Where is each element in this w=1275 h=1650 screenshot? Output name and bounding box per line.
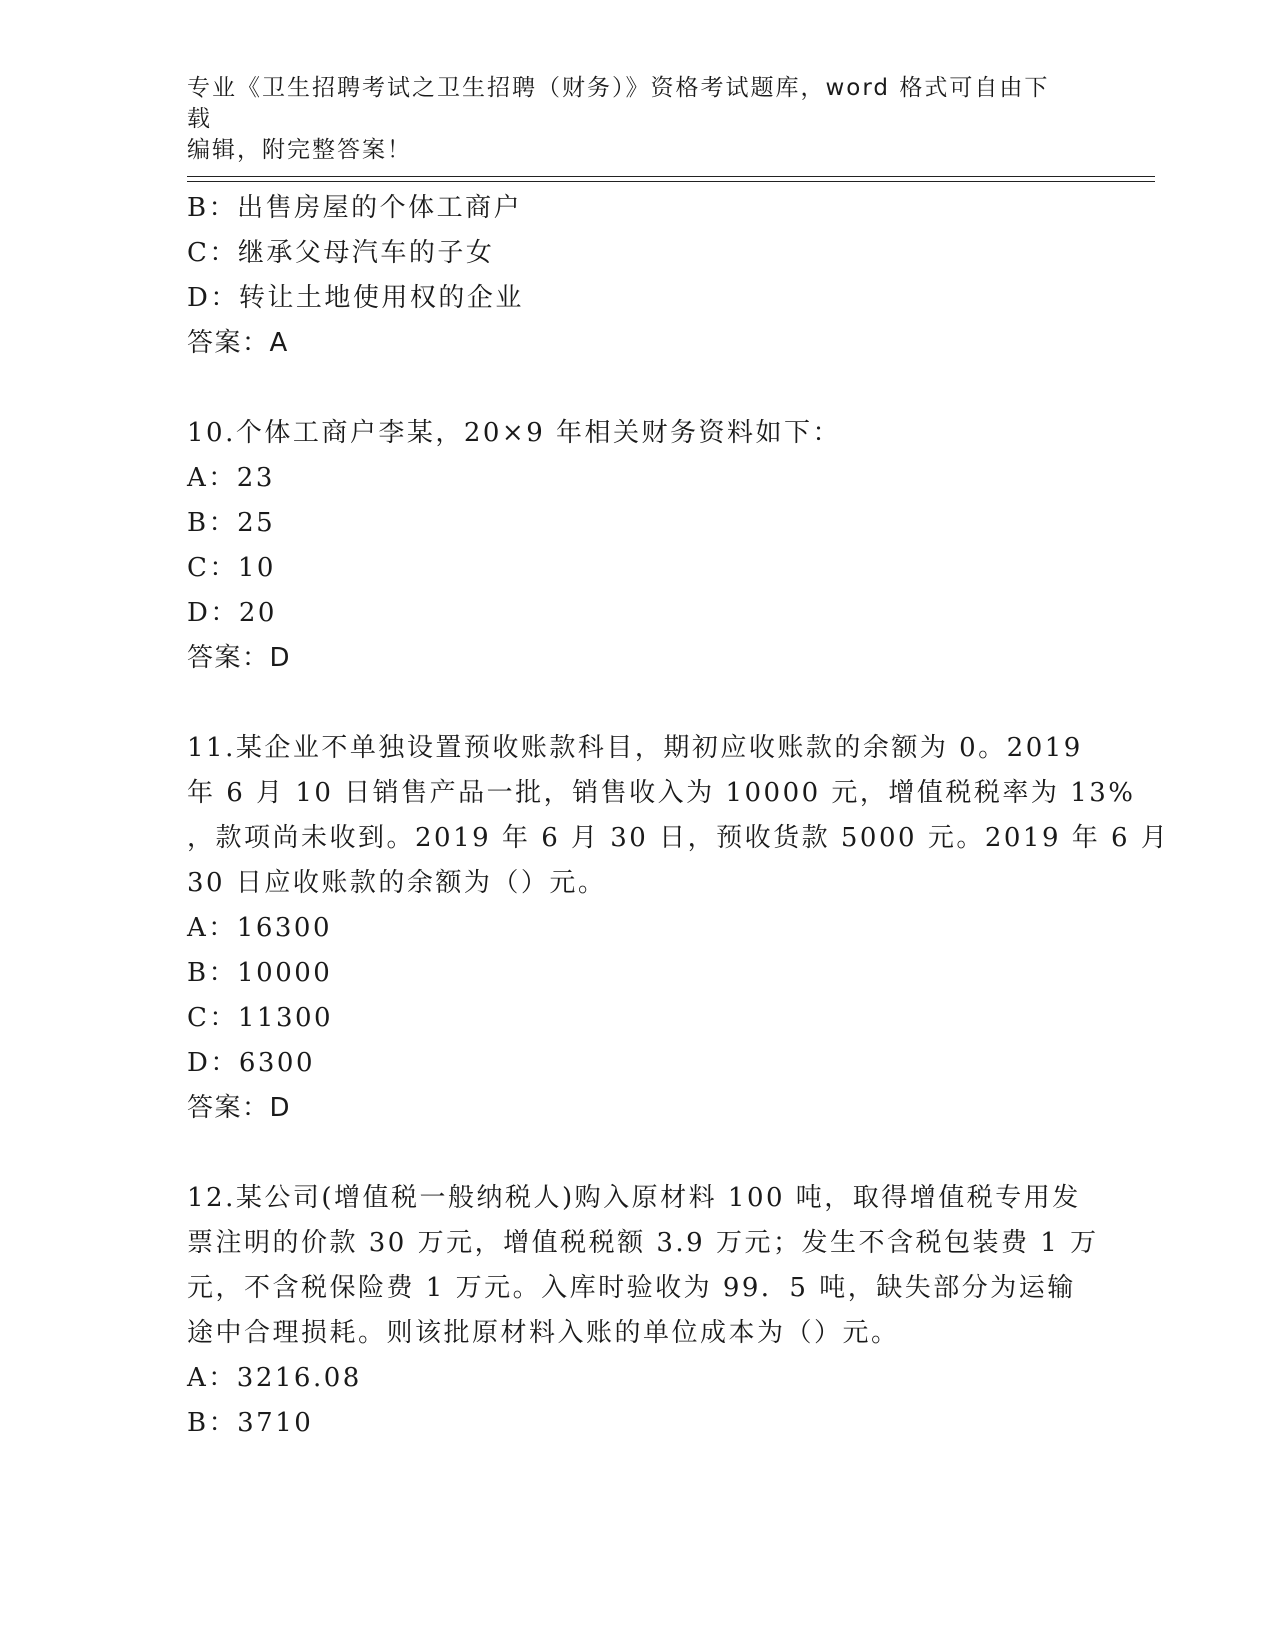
header-line-2: 编辑，附完整答案！	[187, 137, 412, 163]
header-divider	[187, 176, 1155, 182]
q12-stem-line-4: 途中合理损耗。则该批原材料入账的单位成本为（）元。	[187, 1318, 900, 1348]
q9-answer: 答案：A	[187, 328, 289, 358]
q11-option-a: A：16300	[187, 913, 332, 943]
q12-option-b: B：3710	[187, 1408, 314, 1438]
q10-option-c: C：10	[187, 553, 276, 583]
q12-stem-line-3: 元，不含税保险费 1 万元。入库时验收为 99．5 吨，缺失部分为运输	[187, 1273, 1076, 1303]
q9-option-c: C：继承父母汽车的子女	[187, 238, 495, 268]
q12-stem-line-1: 12.某公司(增值税一般纳税人)购入原材料 100 吨，取得增值税专用发	[187, 1183, 1081, 1213]
q10-option-d: D：20	[187, 598, 277, 628]
q11-option-c: C：11300	[187, 1003, 334, 1033]
q11-option-d: D：6300	[187, 1048, 316, 1078]
q10-answer: 答案：D	[187, 643, 292, 673]
q10-option-a: A：23	[187, 463, 275, 493]
q10-stem: 10.个体工商户李某，20×9 年相关财务资料如下：	[187, 418, 842, 448]
q10-option-b: B：25	[187, 508, 276, 538]
q11-stem-line-3: ，款项尚未收到。2019 年 6 月 30 日，预收货款 5000 元。2019 年 6 月	[187, 823, 1170, 853]
q11-option-b: B：10000	[187, 958, 333, 988]
q9-option-d: D：转让土地使用权的企业	[187, 283, 524, 313]
q9-option-b: B：出售房屋的个体工商户	[187, 193, 523, 223]
document-header	[187, 73, 1067, 166]
q12-option-a: A：3216.08	[187, 1363, 362, 1393]
q12-stem-line-2: 票注明的价款 30 万元，增值税税额 3.9 万元；发生不含税包装费 1 万	[187, 1228, 1099, 1258]
q11-stem-line-1: 11.某企业不单独设置预收账款科目，期初应收账款的余额为 0。2019	[187, 733, 1083, 763]
q11-stem-line-2: 年 6 月 10 日销售产品一批，销售收入为 10000 元，增值税税率为 13%	[187, 778, 1136, 808]
q11-stem-line-4: 30 日应收账款的余额为（）元。	[187, 868, 607, 898]
header-line-1: 专业《卫生招聘考试之卫生招聘（财务）》资格考试题库，word 格式可自由下载	[187, 75, 1050, 132]
q11-answer: 答案：D	[187, 1093, 292, 1123]
